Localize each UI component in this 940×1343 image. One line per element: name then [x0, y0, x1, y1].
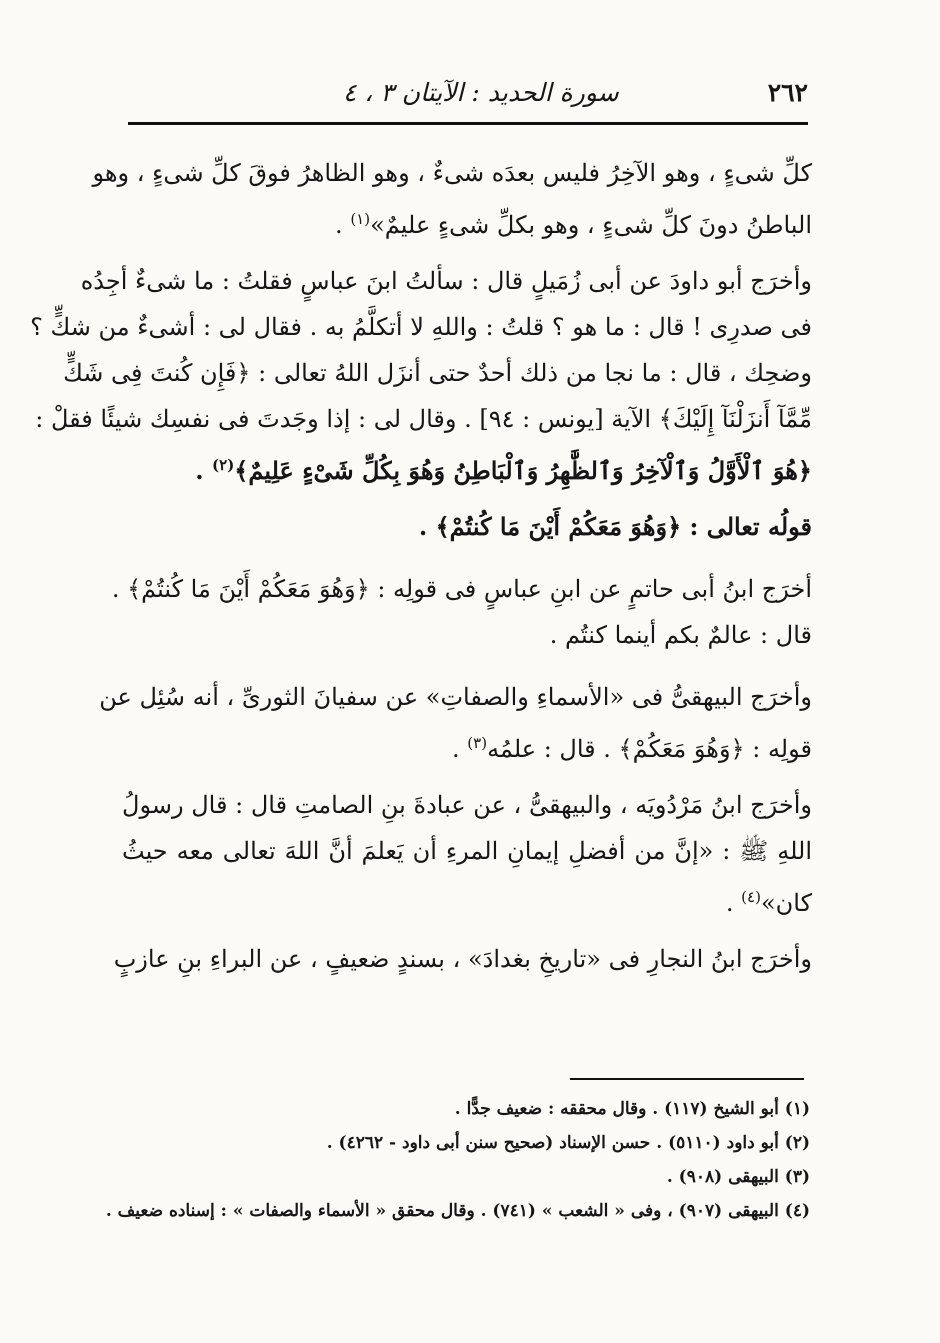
footnote-2: (٢) أبو داود (٥١١٠) . حسن الإسناد (صحيح سنن أبى داود - ٤٢٦٢) .	[326, 1133, 810, 1153]
verse-heading	[122, 504, 812, 550]
text-line: وأخرَج أبو داودَ عن أبى زُمَيلٍ قال : سألتُ ابنَ عباسٍ فقلتُ : ما شىءٌ أجِدُه	[80, 267, 812, 295]
running-title: سورة الحديد : الآيتان ٣ ، ٤	[343, 77, 619, 107]
text-line: أخرَج ابنُ أبى حاتمٍ عن ابنِ عباسٍ فى قولِه : ﴿وَهُوَ مَعَكُمْ أَيْنَ مَا كُنتُمْ﴾ .	[111, 575, 812, 603]
footnote-ref[interactable]: (٣)	[467, 734, 488, 752]
text-line	[122, 442, 812, 488]
footnote-ref[interactable]: (٢)	[212, 456, 235, 474]
line-text: الباطنُ دونَ كلِّ شىءٍ ، وهو بكلِّ شىءٍ عليمٌ»	[370, 211, 812, 239]
header-rule	[128, 122, 808, 125]
footnote-rule	[570, 1078, 804, 1080]
text-line: مِّمَّآ أَنزَلْنَآ إِلَيْكَ﴾ الآية [يونس : ٩٤] . وقال لى : إذا وجَدتَ فى نفسِك شيئًا فقلْ :	[35, 405, 812, 433]
text-line: كلِّ شىءٍ ، وهو الآخِرُ فليس بعدَه شىءٌ ، وهو الظاهرُ فوقَ كلِّ شىءٍ ، وهو	[92, 159, 812, 187]
paragraph	[99, 674, 812, 766]
main-text	[30, 150, 812, 998]
page-header	[128, 72, 808, 112]
text-line: فى صدرِى ! قال : ما هو ؟ قلتُ : واللهِ لا أتكلَّمُ به . فقال لى : أشىءٌ من شكٍّ ؟	[30, 313, 812, 341]
quran-verse: ﴿هُوَ ٱلْأَوَّلُ وَٱلْآخِرُ وَٱلظَّٰهِرُ وَٱلْبَاطِنُ وَهُوَ بِكُلِّ شَىْءٍ عَلِيمٌ﴾	[234, 456, 812, 485]
text-line: اللهِ ﷺ : «إنَّ من أفضلِ إيمانِ المرءِ أن يَعلمَ أنَّ اللهَ تعالى معه حيثُ	[122, 837, 812, 865]
footnote-3: (٣) البيهقى (٩٠٨) .	[666, 1167, 810, 1187]
line-end: .	[452, 735, 468, 763]
paragraph	[122, 782, 812, 920]
text-line: قولُه تعالى : ﴿وَهُوَ مَعَكُمْ أَيْنَ مَا كُنتُمْ﴾ .	[418, 512, 812, 541]
text-line: وأخرَج ابنُ النجارِ فى «تاريخِ بغدادَ» ، بسندٍ ضعيفٍ ، عن البراءِ بنِ عازبٍ	[113, 945, 812, 973]
line-end: .	[725, 889, 742, 917]
line-end: .	[335, 211, 351, 239]
footnote-ref[interactable]: (٤)	[741, 888, 761, 906]
text-line: قال : عالمٌ بكم أينما كنتُم .	[549, 621, 812, 649]
text-line	[122, 874, 812, 920]
text-line: وضحِك ، قال : ما نجا من ذلك أحدٌ حتى أنزَل اللهُ تعالى : ﴿فَإِن كُنتَ فِى شَكٍّ	[63, 359, 812, 387]
footnote-1: (١) أبو الشيخ (١١٧) . وقال محققه : ضعيف جدًّا .	[454, 1099, 810, 1119]
paragraph	[111, 566, 812, 658]
line-end: .	[195, 456, 213, 485]
page-number: ٢٦٢	[767, 77, 808, 107]
footnote-4: (٤) البيهقى (٩٠٧) ، وفى « الشعب » (٧٤١) . وقال محقق « الأسماء والصفات » : إسناده ضعيف .	[105, 1201, 810, 1221]
line-text: قولِه : ﴿وَهُوَ مَعَكُمْ﴾ . قال : علمُه	[487, 735, 812, 763]
text-line: وأخرَج البيهقىُّ فى «الأسماءِ والصفاتِ» عن سفيانَ الثورىِّ ، أنه سُئِل عن	[99, 683, 812, 711]
paragraph	[113, 936, 812, 982]
paragraph	[92, 150, 812, 242]
footnotes	[105, 1092, 810, 1228]
paragraph	[30, 258, 812, 488]
footnote-ref[interactable]: (١)	[350, 210, 371, 228]
text-line	[122, 196, 812, 242]
text-line	[122, 720, 812, 766]
line-text: كان»	[760, 889, 812, 917]
text-line: وأخرَج ابنُ مَرْدُويَه ، والبيهقىُّ ، عن عبادةَ بنِ الصامتِ قال : قال رسولُ	[122, 791, 812, 819]
